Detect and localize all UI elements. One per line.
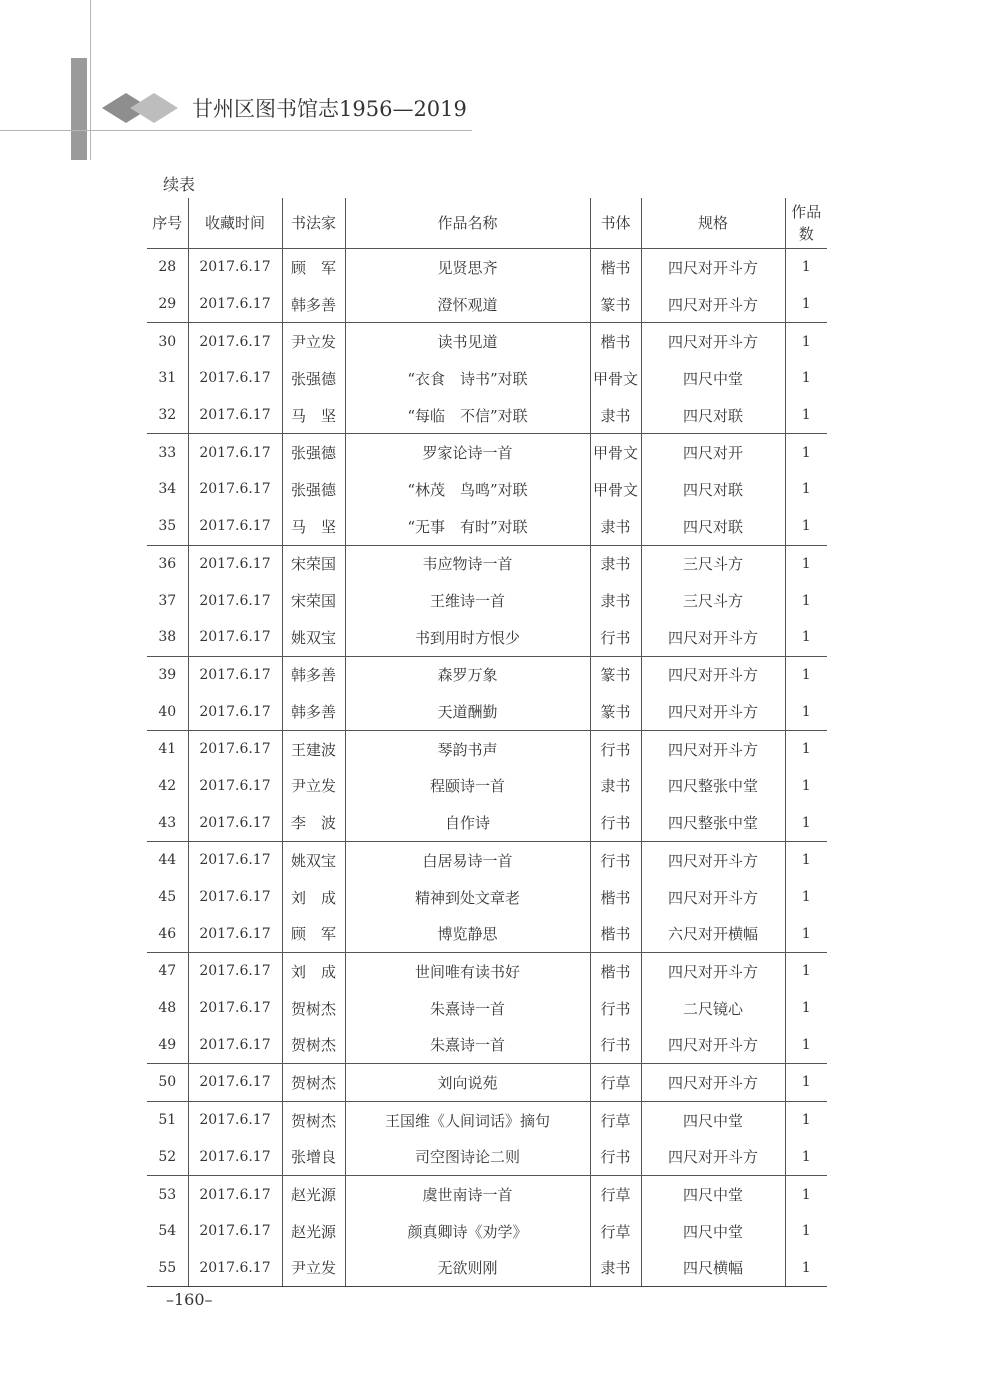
cell-title: 虞世南诗一首 [345,1176,590,1213]
header-horizontal-rule [0,130,472,131]
cell-artist: 尹立发 [282,323,345,360]
cell-count: 1 [801,1000,811,1017]
cell-date: 2017.6.17 [188,1026,282,1063]
cell-script: 隶书 [590,397,641,434]
cell-no: 44 [147,842,188,879]
cell-date: 2017.6.17 [188,360,282,397]
cell-no: 47 [147,953,188,990]
cell-count: 1 [801,666,811,683]
cell-date: 2017.6.17 [188,730,282,767]
cell-artist: 赵光源 [282,1213,345,1250]
cell-script: 隶书 [590,1250,641,1287]
col-header-no: 序号 [147,198,188,249]
header-vertical-rule [90,0,91,160]
cell-title: 博览静思 [345,915,590,952]
cell-title: 韦应物诗一首 [345,545,590,582]
cell-title: 罗家论诗一首 [345,434,590,471]
cell-count: 1 [801,852,811,869]
cell-artist: 王建波 [282,730,345,767]
cell-size: 四尺对开斗方 [641,693,785,730]
cell-no: 38 [147,619,188,656]
cell-date: 2017.6.17 [188,434,282,471]
cell-count: 1 [785,1250,827,1287]
cell-artist: 张强德 [282,471,345,508]
cell-artist: 贺树杰 [282,1101,345,1138]
table-row [147,879,827,916]
table-row [147,471,827,508]
cell-date: 2017.6.17 [188,508,282,545]
cell-script: 楷书 [590,323,641,360]
cell-no: 49 [147,1026,188,1063]
cell-count: 1 [801,1112,811,1129]
cell-script: 行书 [590,990,641,1027]
col-header-script: 书体 [590,198,641,249]
cell-script: 行书 [590,1139,641,1176]
table-row [147,397,827,434]
cell-no: 42 [147,768,188,805]
cell-script: 行草 [590,1064,641,1102]
cell-artist: 姚双宝 [282,842,345,879]
cell-artist: 贺树杰 [282,1064,345,1102]
table-row [147,730,827,767]
cell-artist: 刘 成 [282,953,345,990]
cell-no: 37 [147,582,188,619]
cell-count: 1 [785,619,827,656]
cell-title: 澄怀观道 [345,286,590,323]
cell-script: 甲骨文 [590,360,641,397]
cell-artist: 顾 军 [282,249,345,286]
collection-table [147,198,827,1287]
cell-no: 39 [147,656,188,693]
cell-no: 31 [147,360,188,397]
cell-date: 2017.6.17 [188,545,282,582]
cell-date: 2017.6.17 [188,804,282,841]
cell-script: 行书 [590,842,641,879]
cell-date: 2017.6.17 [188,1064,282,1102]
cell-size: 四尺对开斗方 [641,1139,785,1176]
table-row [147,693,827,730]
cell-title: “无事 有时”对联 [345,508,590,545]
cell-no: 40 [147,693,188,730]
col-header-count: 作品 数 [785,198,827,249]
cell-artist: 马 坚 [282,508,345,545]
table-row [147,1176,827,1213]
cell-count: 1 [801,963,811,980]
cell-script: 篆书 [590,693,641,730]
cell-no: 34 [147,471,188,508]
cell-date: 2017.6.17 [188,249,282,286]
cell-title: 白居易诗一首 [345,842,590,879]
cell-no: 53 [147,1176,188,1213]
cell-no: 46 [147,915,188,952]
cell-title: 朱熹诗一首 [345,990,590,1027]
cell-no: 51 [147,1101,188,1138]
cell-count: 1 [801,481,811,498]
header-diamond-ornament [100,88,200,128]
cell-script: 楷书 [590,915,641,952]
cell-date: 2017.6.17 [188,693,282,730]
cell-no: 41 [147,730,188,767]
cell-size: 四尺横幅 [641,1250,785,1287]
cell-count: 1 [801,592,811,609]
cell-size: 四尺对开斗方 [641,1026,785,1063]
cell-count: 1 [801,259,811,276]
cell-script: 行草 [590,1176,641,1213]
cell-title: 朱熹诗一首 [345,1026,590,1063]
cell-no: 28 [147,249,188,286]
cell-date: 2017.6.17 [188,1139,282,1176]
cell-date: 2017.6.17 [188,915,282,952]
cell-size: 四尺中堂 [641,1176,785,1213]
cell-title: 读书见道 [345,323,590,360]
cell-artist: 刘 成 [282,879,345,916]
cell-no: 54 [147,1213,188,1250]
cell-no: 32 [147,397,188,434]
cell-artist: 尹立发 [282,768,345,805]
cell-date: 2017.6.17 [188,1250,282,1287]
cell-date: 2017.6.17 [188,286,282,323]
cell-count: 1 [785,693,827,730]
cell-no: 43 [147,804,188,841]
cell-no: 33 [147,434,188,471]
cell-script: 行书 [590,1026,641,1063]
cell-script: 隶书 [590,545,641,582]
cell-script: 篆书 [590,656,641,693]
cell-size: 四尺对开斗方 [641,1064,785,1102]
cell-date: 2017.6.17 [188,953,282,990]
col-header-size: 规格 [641,198,785,249]
cell-count: 1 [801,1223,811,1240]
cell-size: 四尺对开 [641,434,785,471]
cell-count: 1 [785,508,827,545]
cell-size: 四尺对开斗方 [641,656,785,693]
cell-count: 1 [801,555,811,572]
cell-size: 四尺对开斗方 [641,953,785,990]
cell-size: 四尺整张中堂 [641,804,785,841]
cell-title: 自作诗 [345,804,590,841]
cell-artist: 宋荣国 [282,582,345,619]
cell-date: 2017.6.17 [188,397,282,434]
cell-date: 2017.6.17 [188,879,282,916]
cell-size: 四尺对联 [641,471,785,508]
cell-count: 1 [785,1064,827,1102]
cell-count: 1 [801,889,811,906]
cell-date: 2017.6.17 [188,1101,282,1138]
cell-size: 四尺对开斗方 [641,730,785,767]
table-row [147,768,827,805]
cell-artist: 马 坚 [282,397,345,434]
cell-count: 1 [801,741,811,758]
cell-script: 甲骨文 [590,434,641,471]
cell-no: 29 [147,286,188,323]
col-header-artist: 书法家 [282,198,345,249]
cell-title: 程颐诗一首 [345,768,590,805]
cell-title: 天道酬勤 [345,693,590,730]
cell-date: 2017.6.17 [188,471,282,508]
table-row [147,1026,827,1063]
cell-size: 二尺镜心 [641,990,785,1027]
cell-title: 世间唯有读书好 [345,953,590,990]
cell-title: “衣食 诗书”对联 [345,360,590,397]
table-row [147,619,827,656]
col-header-date: 收藏时间 [188,198,282,249]
cell-title: 琴韵书声 [345,730,590,767]
cell-count: 1 [785,915,827,952]
cell-title: 刘向说苑 [345,1064,590,1102]
cell-script: 隶书 [590,508,641,545]
cell-date: 2017.6.17 [188,768,282,805]
cell-no: 36 [147,545,188,582]
cell-date: 2017.6.17 [188,323,282,360]
cell-artist: 宋荣国 [282,545,345,582]
table-row [147,434,827,471]
cell-script: 行书 [590,804,641,841]
table-row [147,323,827,360]
table-header-row [147,198,827,249]
cell-count: 1 [785,1026,827,1063]
cell-size: 四尺中堂 [641,1213,785,1250]
cell-artist: 张强德 [282,360,345,397]
cell-script: 楷书 [590,953,641,990]
cell-date: 2017.6.17 [188,1213,282,1250]
cell-script: 楷书 [590,879,641,916]
cell-title: 见贤思齐 [345,249,590,286]
cell-date: 2017.6.17 [188,842,282,879]
cell-no: 52 [147,1139,188,1176]
cell-title: “林茂 鸟鸣”对联 [345,471,590,508]
cell-title: 司空图诗论二则 [345,1139,590,1176]
cell-size: 三尺斗方 [641,545,785,582]
cell-size: 四尺对联 [641,397,785,434]
cell-count: 1 [785,1139,827,1176]
cell-artist: 贺树杰 [282,990,345,1027]
table-row [147,582,827,619]
cell-title: 王维诗一首 [345,582,590,619]
table-row [147,804,827,841]
cell-artist: 张增良 [282,1139,345,1176]
cell-script: 甲骨文 [590,471,641,508]
cell-size: 四尺对联 [641,508,785,545]
cell-script: 行书 [590,730,641,767]
cell-count: 1 [785,804,827,841]
cell-artist: 韩多善 [282,693,345,730]
table-row [147,915,827,952]
cell-size: 四尺中堂 [641,1101,785,1138]
header-side-bar [71,58,87,160]
table-row [147,1101,827,1138]
cell-date: 2017.6.17 [188,990,282,1027]
cell-count: 1 [801,1186,811,1203]
table-row [147,953,827,990]
cell-count: 1 [801,333,811,350]
cell-size: 六尺对开横幅 [641,915,785,952]
table-row [147,1064,827,1102]
col-header-title: 作品名称 [345,198,590,249]
cell-date: 2017.6.17 [188,582,282,619]
cell-no: 45 [147,879,188,916]
book-title: 甘州区图书馆志1956—2019 [192,97,467,121]
cell-artist: 尹立发 [282,1250,345,1287]
cell-script: 行书 [590,619,641,656]
cell-count: 1 [801,370,811,387]
cell-count: 1 [801,444,811,461]
table-row [147,990,827,1027]
cell-artist: 韩多善 [282,286,345,323]
table-row [147,508,827,545]
table-row [147,249,827,286]
table-row [147,545,827,582]
table-caption: 续表 [163,175,196,194]
table-row [147,1250,827,1287]
table-row [147,1213,827,1250]
table-row [147,286,827,323]
page-number: –160– [166,1290,213,1309]
cell-count: 1 [785,397,827,434]
cell-artist: 韩多善 [282,656,345,693]
cell-artist: 张强德 [282,434,345,471]
cell-no: 55 [147,1250,188,1287]
cell-count: 1 [801,777,811,794]
table-row [147,656,827,693]
cell-title: 无欲则刚 [345,1250,590,1287]
cell-title: 精神到处文章老 [345,879,590,916]
cell-artist: 贺树杰 [282,1026,345,1063]
cell-title: 森罗万象 [345,656,590,693]
cell-script: 行草 [590,1101,641,1138]
table-row [147,842,827,879]
cell-count: 1 [785,286,827,323]
table-row [147,1139,827,1176]
cell-date: 2017.6.17 [188,1176,282,1213]
cell-script: 篆书 [590,286,641,323]
cell-script: 行草 [590,1213,641,1250]
cell-script: 隶书 [590,582,641,619]
cell-date: 2017.6.17 [188,656,282,693]
cell-size: 四尺对开斗方 [641,249,785,286]
cell-title: 书到用时方恨少 [345,619,590,656]
cell-no: 30 [147,323,188,360]
cell-artist: 赵光源 [282,1176,345,1213]
cell-script: 楷书 [590,249,641,286]
cell-size: 四尺对开斗方 [641,323,785,360]
cell-title: 颜真卿诗《劝学》 [345,1213,590,1250]
cell-size: 四尺对开斗方 [641,286,785,323]
cell-size: 四尺整张中堂 [641,768,785,805]
cell-script: 隶书 [590,768,641,805]
cell-size: 四尺对开斗方 [641,879,785,916]
cell-title: “每临 不信”对联 [345,397,590,434]
cell-no: 48 [147,990,188,1027]
cell-no: 35 [147,508,188,545]
cell-no: 50 [147,1064,188,1102]
cell-artist: 顾 军 [282,915,345,952]
cell-artist: 李 波 [282,804,345,841]
cell-size: 四尺中堂 [641,360,785,397]
cell-size: 三尺斗方 [641,582,785,619]
cell-size: 四尺对开斗方 [641,842,785,879]
table-row [147,360,827,397]
cell-artist: 姚双宝 [282,619,345,656]
cell-title: 王国维《人间词话》摘句 [345,1101,590,1138]
cell-size: 四尺对开斗方 [641,619,785,656]
cell-date: 2017.6.17 [188,619,282,656]
